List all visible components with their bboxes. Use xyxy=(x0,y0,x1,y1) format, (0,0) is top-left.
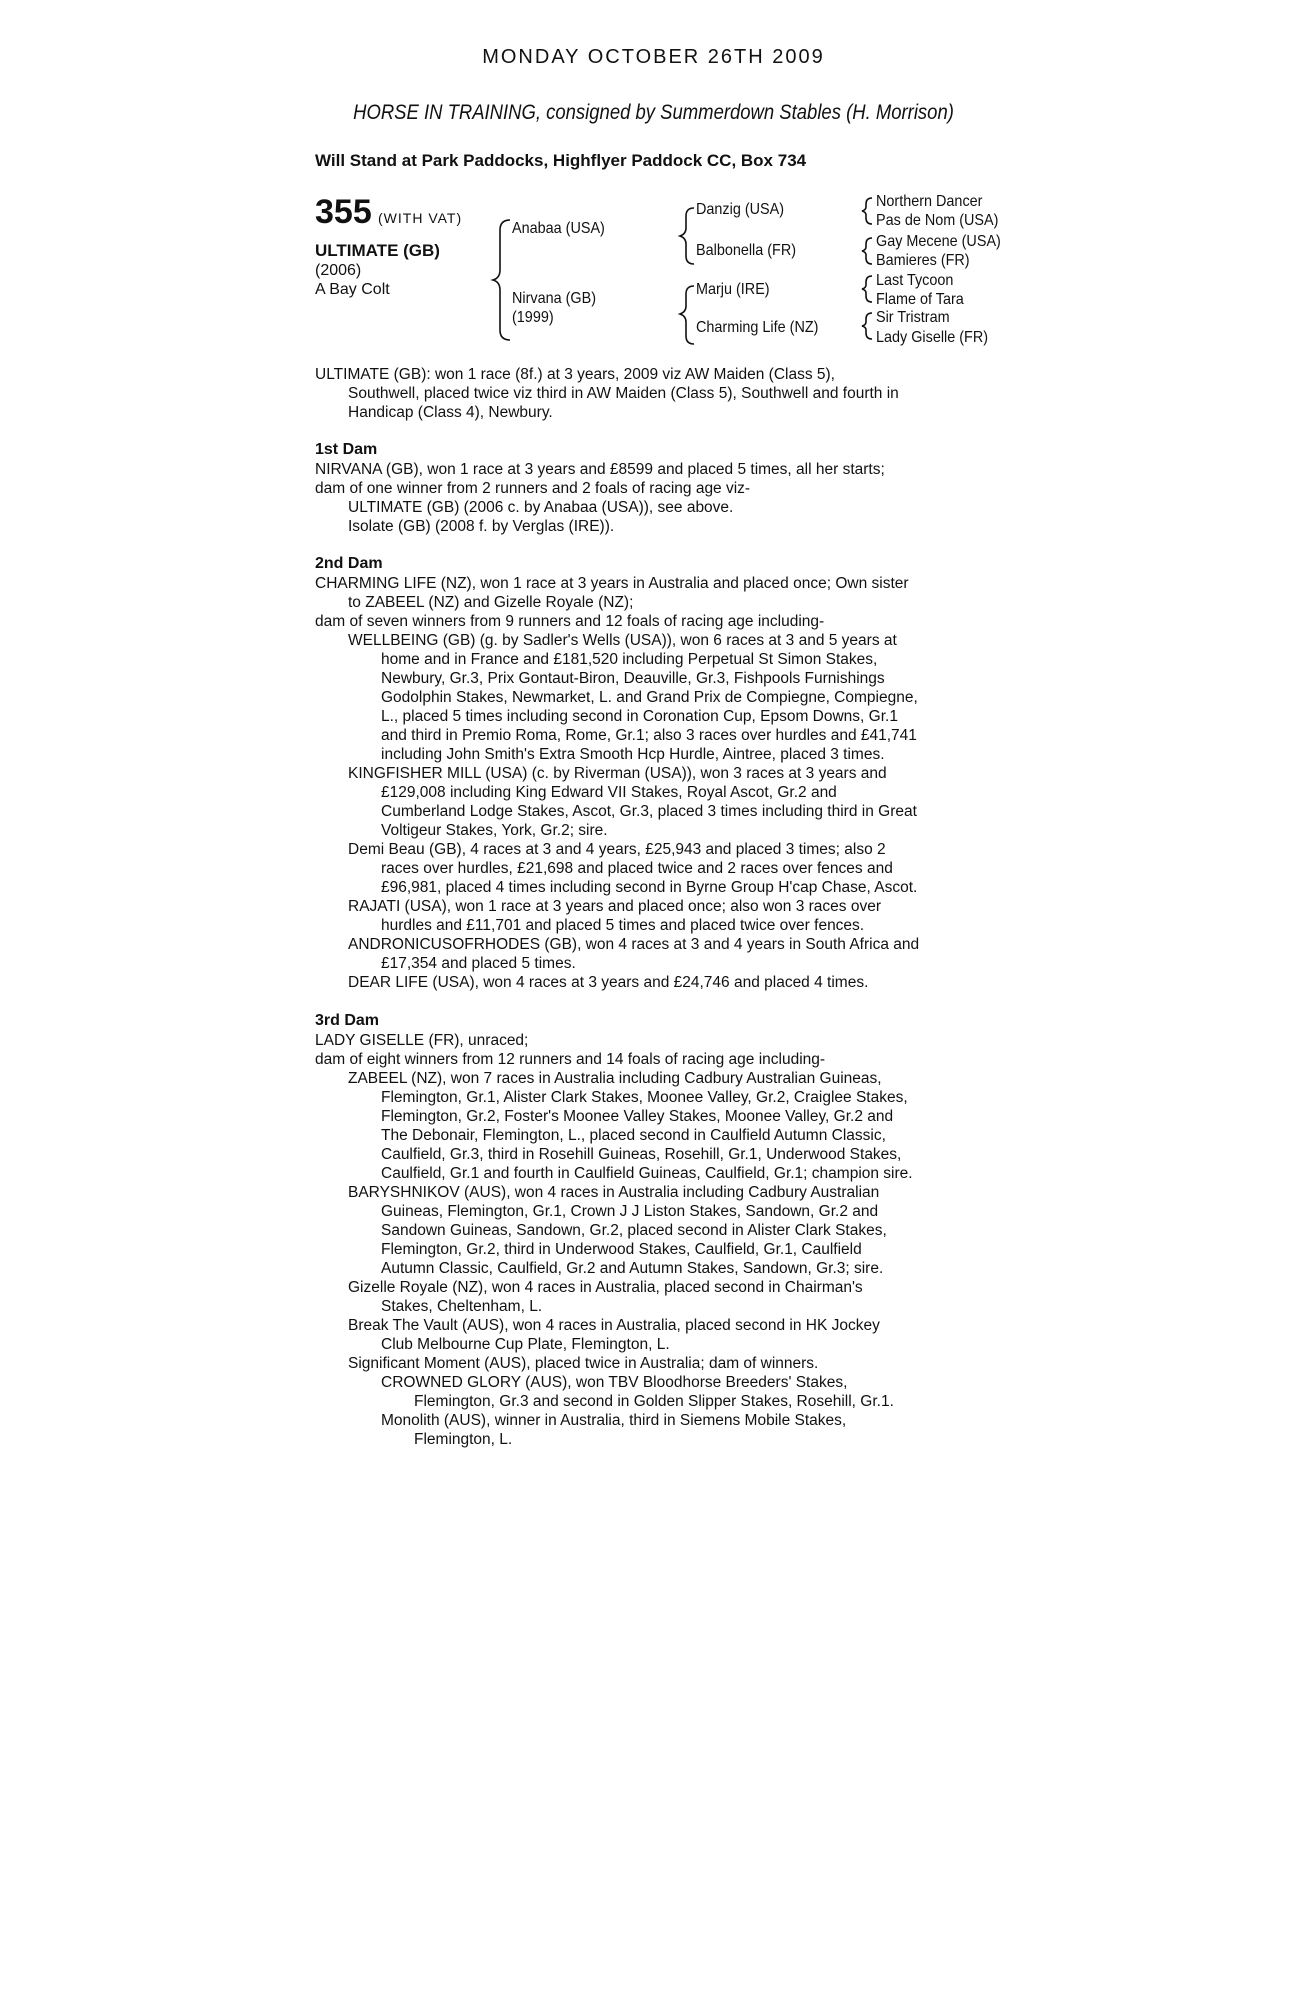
horse-name: ULTIMATE (GB) xyxy=(315,241,440,260)
record-line: ULTIMATE (GB): won 1 race (8f.) at 3 years, 2009 viz AW Maiden (Class 5), xyxy=(315,366,835,383)
text-line: Stakes, Cheltenham, L. xyxy=(381,1298,543,1315)
pedigree-sss: Northern Dancer xyxy=(876,193,983,210)
text-line: L., placed 5 times including second in Coronation Cup, Epsom Downs, Gr.1 xyxy=(381,708,898,725)
text-line: £96,981, placed 4 times including second in Byrne Group H'cap Chase, Ascot. xyxy=(381,879,918,896)
horse-year: (2006) xyxy=(315,262,362,279)
record-line: Handicap (Class 4), Newbury. xyxy=(348,404,553,421)
text-line: ANDRONICUSOFRHODES (GB), won 4 races at 3 and 4 years in South Africa and xyxy=(348,936,920,953)
text-line: CHARMING LIFE (NZ), won 1 race at 3 years in Australia and placed once; Own sister xyxy=(315,575,909,592)
third-dam-heading: 3rd Dam xyxy=(315,1012,380,1029)
pedigree-dss: Last Tycoon xyxy=(876,272,954,289)
sire-dam: Balbonella (FR) xyxy=(696,242,797,259)
text-line: dam of one winner from 2 runners and 2 foals of racing age viz- xyxy=(315,480,751,497)
text-line: hurdles and £11,701 and placed 5 times and placed twice over fences. xyxy=(381,917,865,934)
text-line: Sandown Guineas, Sandown, Gr.2, placed second in Alister Clark Stakes, xyxy=(381,1222,887,1239)
pedigree-dds: Sir Tristram xyxy=(876,309,950,326)
sire: Anabaa (USA) xyxy=(512,220,605,237)
text-line: to ZABEEL (NZ) and Gizelle Royale (NZ); xyxy=(348,594,634,611)
text-line: £129,008 including King Edward VII Stakes, Royal Ascot, Gr.2 and xyxy=(381,784,837,801)
text-line: Gizelle Royale (NZ), won 4 races in Australia, placed second in Chairman's xyxy=(348,1279,863,1296)
vat-note: (WITH VAT) xyxy=(378,210,463,226)
text-line: Autumn Classic, Caulfield, Gr.2 and Autumn Stakes, Sandown, Gr.3; sire. xyxy=(381,1260,884,1277)
text-line: Flemington, Gr.3 and second in Golden Slipper Stakes, Rosehill, Gr.1. xyxy=(414,1393,894,1410)
text-line: ULTIMATE (GB) (2006 c. by Anabaa (USA)), see above. xyxy=(348,499,734,516)
text-line: Isolate (GB) (2008 f. by Verglas (IRE)). xyxy=(348,518,615,535)
text-line: Flemington, L. xyxy=(414,1431,513,1448)
text-line: Caulfield, Gr.1 and fourth in Caulfield Guineas, Caulfield, Gr.1; champion sire. xyxy=(381,1165,913,1182)
text-line: KINGFISHER MILL (USA) (c. by Riverman (USA)), won 3 races at 3 years and xyxy=(348,765,887,782)
text-line: Demi Beau (GB), 4 races at 3 and 4 years, £25,943 and placed 3 times; also 2 xyxy=(348,841,886,858)
dam-sire: Marju (IRE) xyxy=(696,281,770,298)
sale-date: MONDAY OCTOBER 26TH 2009 xyxy=(482,46,825,68)
dam-dam: Charming Life (NZ) xyxy=(696,319,819,336)
text-line: RAJATI (USA), won 1 race at 3 years and placed once; also won 3 races over xyxy=(348,898,881,915)
text-line: Significant Moment (AUS), placed twice in Australia; dam of winners. xyxy=(348,1355,819,1372)
sire-sire: Danzig (USA) xyxy=(696,201,785,218)
text-line: dam of seven winners from 9 runners and 12 foals of racing age including- xyxy=(315,613,825,630)
dam-year: (1999) xyxy=(512,309,554,326)
text-line: Godolphin Stakes, Newmarket, L. and Grand Prix de Compiegne, Compiegne, xyxy=(381,689,918,706)
text-line: Newbury, Gr.3, Prix Gontaut-Biron, Deauville, Gr.3, Fishpools Furnishings xyxy=(381,670,885,687)
text-line: Flemington, Gr.2, Foster's Moonee Valley Stakes, Moonee Valley, Gr.2 and xyxy=(381,1108,894,1125)
pedigree-ddd: Lady Giselle (FR) xyxy=(876,329,989,346)
text-line: CROWNED GLORY (AUS), won TBV Bloodhorse Breeders' Stakes, xyxy=(381,1374,848,1391)
text-line: including John Smith's Extra Smooth Hcp Hurdle, Aintree, placed 3 times. xyxy=(381,746,885,763)
text-line: NIRVANA (GB), won 1 race at 3 years and £8599 and placed 5 times, all her starts; xyxy=(315,461,885,478)
text-line: Guineas, Flemington, Gr.1, Crown J J Liston Stakes, Sandown, Gr.2 and xyxy=(381,1203,879,1220)
lot-number: 355 xyxy=(315,193,372,231)
record-line: Southwell, placed twice viz third in AW Maiden (Class 5), Southwell and fourth in xyxy=(348,385,899,402)
text-line: Voltigeur Stakes, York, Gr.2; sire. xyxy=(381,822,608,839)
text-line: Club Melbourne Cup Plate, Flemington, L. xyxy=(381,1336,670,1353)
second-dam-heading: 2nd Dam xyxy=(315,555,383,572)
text-line: LADY GISELLE (FR), unraced; xyxy=(315,1032,529,1049)
text-line: Break The Vault (AUS), won 4 races in Australia, placed second in HK Jockey xyxy=(348,1317,880,1334)
text-line: BARYSHNIKOV (AUS), won 4 races in Australia including Cadbury Australian xyxy=(348,1184,880,1201)
first-dam-heading: 1st Dam xyxy=(315,441,378,458)
pedigree-ssd: Pas de Nom (USA) xyxy=(876,212,999,229)
consignment-line: HORSE IN TRAINING, consigned by Summerdown Stables (H. Morrison) xyxy=(353,101,954,124)
text-line: races over hurdles, £21,698 and placed twice and 2 races over fences and xyxy=(381,860,893,877)
text-line: The Debonair, Flemington, L., placed second in Caulfield Autumn Classic, xyxy=(381,1127,886,1144)
text-line: DEAR LIFE (USA), won 4 races at 3 years and £24,746 and placed 4 times. xyxy=(348,974,869,991)
stand-location: Will Stand at Park Paddocks, Highflyer Paddock CC, Box 734 xyxy=(315,151,807,170)
dam: Nirvana (GB) xyxy=(512,290,597,307)
text-line: ZABEEL (NZ), won 7 races in Australia including Cadbury Australian Guineas, xyxy=(348,1070,882,1087)
text-line: dam of eight winners from 12 runners and 14 foals of racing age including- xyxy=(315,1051,826,1068)
text-line: Flemington, Gr.2, third in Underwood Stakes, Caulfield, Gr.1, Caulfield xyxy=(381,1241,862,1258)
text-line: Flemington, Gr.1, Alister Clark Stakes, Moonee Valley, Gr.2, Craiglee Stakes, xyxy=(381,1089,908,1106)
text-line: and third in Premio Roma, Rome, Gr.1; also 3 races over hurdles and £41,741 xyxy=(381,727,917,744)
pedigree-sds: Gay Mecene (USA) xyxy=(876,233,1001,250)
text-line: Cumberland Lodge Stakes, Ascot, Gr.3, placed 3 times including third in Great xyxy=(381,803,917,820)
text-line: WELLBEING (GB) (g. by Sadler's Wells (USA)), won 6 races at 3 and 5 years at xyxy=(348,632,897,649)
horse-description: A Bay Colt xyxy=(315,281,390,298)
text-line: home and in France and £181,520 including Perpetual St Simon Stakes, xyxy=(381,651,878,668)
pedigree-dsd: Flame of Tara xyxy=(876,291,964,308)
text-line: £17,354 and placed 5 times. xyxy=(381,955,576,972)
text-line: Monolith (AUS), winner in Australia, third in Siemens Mobile Stakes, xyxy=(381,1412,847,1429)
text-line: Caulfield, Gr.3, third in Rosehill Guineas, Rosehill, Gr.1, Underwood Stakes, xyxy=(381,1146,902,1163)
pedigree-sdd: Bamieres (FR) xyxy=(876,252,970,269)
